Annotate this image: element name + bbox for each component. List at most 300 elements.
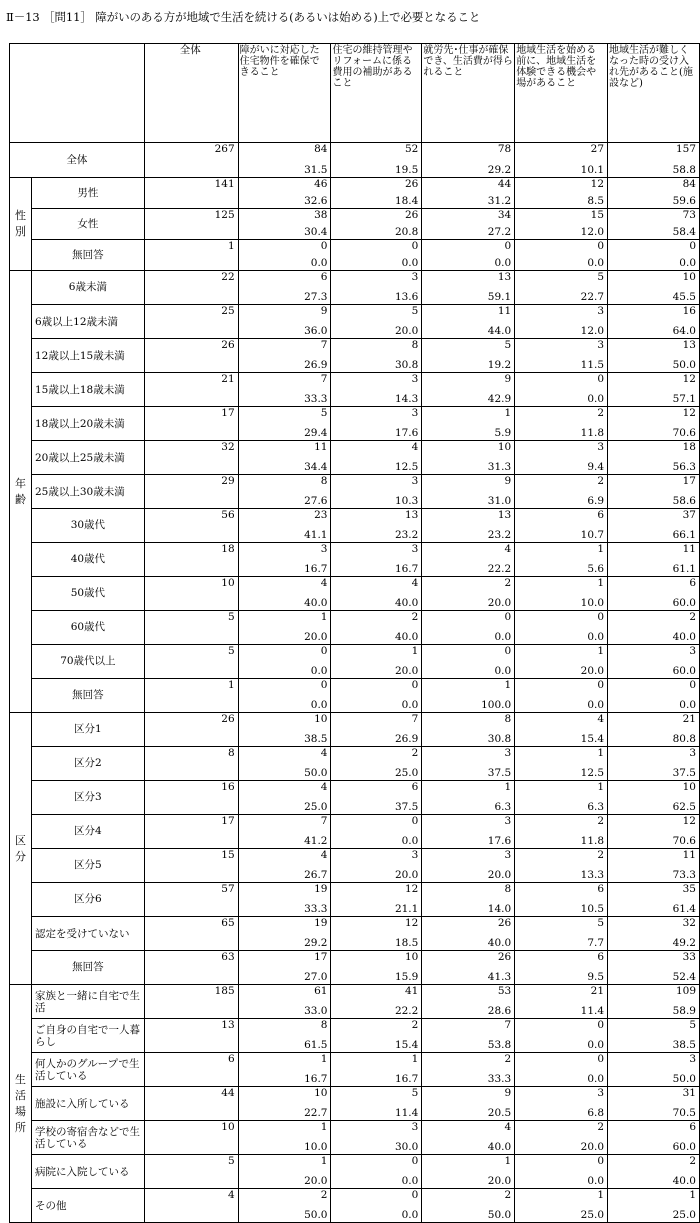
- data-cell: [515, 849, 608, 883]
- data-cell: [422, 611, 515, 645]
- percent-value: 62.5: [672, 801, 696, 813]
- count-value: 12: [682, 815, 696, 827]
- count-value: 4: [320, 781, 328, 793]
- column-header: 地域生活を始める前に、地域生活を体験できる機会や場があること: [515, 44, 608, 143]
- data-cell: [515, 240, 608, 271]
- data-cell: [422, 178, 515, 209]
- table-row: [10, 781, 700, 815]
- row-total: 57: [144, 883, 238, 917]
- count-value: 3: [411, 271, 419, 283]
- count-value: 13: [404, 509, 419, 521]
- count-value: 4: [320, 849, 328, 861]
- count-value: 4: [411, 441, 419, 453]
- percent-value: 0.0: [310, 665, 328, 677]
- data-cell: [608, 985, 700, 1019]
- percent-value: 29.4: [304, 427, 328, 439]
- percent-value: 20.0: [487, 869, 512, 881]
- count-value: 2: [411, 611, 419, 623]
- percent-value: 31.2: [487, 195, 512, 207]
- percent-value: 25.0: [304, 801, 328, 813]
- data-cell: [515, 1155, 608, 1189]
- row-label: 40歳代: [31, 543, 144, 577]
- percent-value: 22.2: [394, 1005, 419, 1017]
- percent-value: 11.8: [580, 427, 605, 439]
- data-cell: [608, 849, 700, 883]
- percent-value: 40.0: [672, 631, 696, 643]
- count-value: 2: [689, 611, 696, 623]
- percent-value: 60.0: [672, 665, 696, 677]
- row-label: 家族と一緒に自宅で生活: [31, 985, 144, 1019]
- percent-value: 11.4: [394, 1107, 419, 1119]
- table-row: [10, 747, 700, 781]
- count-value: 4: [504, 543, 512, 555]
- count-value: 3: [597, 1087, 605, 1099]
- percent-value: 8.5: [587, 195, 605, 207]
- count-value: 2: [411, 747, 419, 759]
- data-cell: [238, 1087, 331, 1121]
- row-total: 10: [144, 1121, 238, 1155]
- count-value: 1: [320, 1121, 328, 1133]
- percent-value: 27.0: [304, 971, 328, 983]
- data-cell: [331, 1053, 422, 1087]
- data-cell: [238, 475, 331, 509]
- table-row: [10, 713, 700, 747]
- data-cell: [238, 611, 331, 645]
- percent-value: 0.0: [401, 699, 419, 711]
- percent-value: 10.1: [580, 164, 605, 176]
- percent-value: 50.0: [304, 767, 328, 779]
- percent-value: 100.0: [481, 699, 512, 711]
- count-value: 1: [597, 543, 605, 555]
- percent-value: 0.0: [401, 1209, 419, 1221]
- count-value: 46: [314, 178, 328, 190]
- count-value: 12: [682, 373, 696, 385]
- data-cell: [331, 509, 422, 543]
- data-cell: [331, 917, 422, 951]
- row-total: 141: [144, 178, 238, 209]
- row-total: 18: [144, 543, 238, 577]
- data-cell: [238, 1155, 331, 1189]
- row-label: 20歳以上25歳未満: [31, 441, 144, 475]
- count-value: 4: [411, 577, 419, 589]
- count-value: 21: [590, 985, 605, 997]
- percent-value: 38.5: [304, 733, 328, 745]
- count-value: 17: [314, 951, 328, 963]
- percent-value: 22.7: [304, 1107, 328, 1119]
- data-cell: [238, 1053, 331, 1087]
- percent-value: 0.0: [587, 631, 605, 643]
- overall-row: [10, 143, 700, 178]
- row-label: 男性: [31, 178, 144, 209]
- count-value: 2: [597, 1121, 605, 1133]
- data-cell: [238, 747, 331, 781]
- data-cell: [238, 305, 331, 339]
- count-value: 44: [497, 178, 512, 190]
- row-total: 17: [144, 407, 238, 441]
- table-body: [10, 44, 700, 1223]
- percent-value: 27.2: [487, 226, 512, 238]
- data-cell: [238, 178, 331, 209]
- data-cell: [515, 1121, 608, 1155]
- count-value: 3: [504, 815, 512, 827]
- row-total: 21: [144, 373, 238, 407]
- row-total: 29: [144, 475, 238, 509]
- count-value: 7: [320, 815, 328, 827]
- count-value: 52: [404, 143, 419, 155]
- row-total: 65: [144, 917, 238, 951]
- count-value: 1: [689, 1189, 696, 1201]
- count-value: 9: [504, 475, 512, 487]
- count-value: 12: [682, 407, 696, 419]
- count-value: 1: [411, 1053, 419, 1065]
- data-cell: [422, 305, 515, 339]
- count-value: 2: [597, 475, 605, 487]
- row-total: 5: [144, 1155, 238, 1189]
- row-label: その他: [31, 1189, 144, 1223]
- count-value: 3: [597, 441, 605, 453]
- data-cell: [238, 407, 331, 441]
- table-row: [10, 178, 700, 209]
- percent-value: 0.0: [401, 257, 419, 269]
- row-label: 無回答: [31, 951, 144, 985]
- data-cell: [238, 1121, 331, 1155]
- count-value: 53: [497, 985, 512, 997]
- data-cell: [608, 611, 700, 645]
- percent-value: 38.5: [672, 1039, 696, 1051]
- percent-value: 20.0: [487, 597, 512, 609]
- count-value: 19: [314, 883, 328, 895]
- percent-value: 41.2: [304, 835, 328, 847]
- percent-value: 20.0: [304, 1175, 328, 1187]
- data-cell: [515, 1087, 608, 1121]
- percent-value: 6.3: [587, 801, 605, 813]
- percent-value: 20.0: [580, 1141, 605, 1153]
- data-cell: [331, 373, 422, 407]
- percent-value: 15.9: [394, 971, 419, 983]
- data-cell: [238, 209, 331, 240]
- count-value: 26: [497, 951, 512, 963]
- data-cell: [515, 339, 608, 373]
- percent-value: 57.1: [672, 393, 696, 405]
- count-value: 3: [411, 543, 419, 555]
- data-cell: [238, 543, 331, 577]
- count-value: 2: [411, 1019, 419, 1031]
- row-total: 26: [144, 339, 238, 373]
- data-cell: [608, 509, 700, 543]
- percent-value: 0.0: [587, 1039, 605, 1051]
- count-value: 0: [689, 679, 696, 691]
- count-value: 6: [689, 577, 696, 589]
- count-value: 11: [314, 441, 328, 453]
- table-row: [10, 407, 700, 441]
- percent-value: 17.6: [394, 427, 419, 439]
- percent-value: 18.5: [394, 937, 419, 949]
- data-cell: [515, 781, 608, 815]
- percent-value: 27.6: [304, 495, 328, 507]
- percent-value: 25.0: [672, 1209, 696, 1221]
- data-cell: [422, 1053, 515, 1087]
- count-value: 61: [314, 985, 328, 997]
- percent-value: 23.2: [394, 529, 419, 541]
- data-cell: [422, 441, 515, 475]
- row-label: 60歳代: [31, 611, 144, 645]
- data-cell: [422, 917, 515, 951]
- table-row: [10, 611, 700, 645]
- count-value: 3: [411, 407, 419, 419]
- group-label: [10, 713, 32, 985]
- percent-value: 19.5: [394, 164, 419, 176]
- count-value: 5: [504, 339, 512, 351]
- percent-value: 60.0: [672, 597, 696, 609]
- data-cell: [238, 679, 331, 713]
- count-value: 5: [689, 1019, 696, 1031]
- percent-value: 0.0: [679, 699, 696, 711]
- count-value: 3: [597, 339, 605, 351]
- data-cell: [331, 441, 422, 475]
- percent-value: 73.3: [672, 869, 696, 881]
- percent-value: 6.3: [494, 801, 512, 813]
- row-total: 22: [144, 271, 238, 305]
- row-total: 26: [144, 713, 238, 747]
- count-value: 5: [411, 1087, 419, 1099]
- count-value: 8: [411, 339, 419, 351]
- count-value: 8: [504, 713, 512, 725]
- data-cell: [608, 178, 700, 209]
- data-cell: [608, 815, 700, 849]
- data-cell: [515, 271, 608, 305]
- percent-value: 7.7: [587, 937, 605, 949]
- percent-value: 50.0: [304, 1209, 328, 1221]
- data-cell: [331, 178, 422, 209]
- percent-value: 30.0: [394, 1141, 419, 1153]
- count-value: 0: [411, 1189, 419, 1201]
- data-cell: [331, 543, 422, 577]
- data-cell: [608, 209, 700, 240]
- percent-value: 20.0: [394, 325, 419, 337]
- data-cell: [331, 240, 422, 271]
- row-label: ご自身の自宅で一人暮らし: [31, 1019, 144, 1053]
- row-total: 4: [144, 1189, 238, 1223]
- row-total: 125: [144, 209, 238, 240]
- data-cell: [238, 951, 331, 985]
- data-cell: [422, 1155, 515, 1189]
- percent-value: 40.0: [487, 1141, 512, 1153]
- percent-value: 50.0: [487, 1209, 512, 1221]
- percent-value: 10.3: [394, 495, 419, 507]
- data-cell: [422, 509, 515, 543]
- header-row: [10, 44, 700, 143]
- count-value: 11: [682, 543, 696, 555]
- data-cell: [331, 305, 422, 339]
- row-label: 25歳以上30歳未満: [31, 475, 144, 509]
- data-cell: [422, 209, 515, 240]
- percent-value: 16.7: [304, 1073, 328, 1085]
- percent-value: 12.5: [580, 767, 605, 779]
- percent-value: 40.0: [394, 597, 419, 609]
- data-cell: [608, 1087, 700, 1121]
- percent-value: 0.0: [587, 699, 605, 711]
- data-cell: [238, 441, 331, 475]
- header-total: 全体: [144, 44, 238, 143]
- count-value: 18: [682, 441, 696, 453]
- count-value: 37: [682, 509, 696, 521]
- percent-value: 0.0: [679, 257, 696, 269]
- data-cell: [515, 883, 608, 917]
- data-cell: [331, 645, 422, 679]
- data-cell: [331, 209, 422, 240]
- row-label: 30歳代: [31, 509, 144, 543]
- data-cell: [238, 713, 331, 747]
- percent-value: 30.8: [394, 359, 419, 371]
- data-cell: [422, 951, 515, 985]
- data-cell: [608, 373, 700, 407]
- data-cell: [608, 1019, 700, 1053]
- data-cell: [238, 373, 331, 407]
- count-value: 15: [590, 209, 605, 221]
- count-value: 9: [320, 305, 328, 317]
- count-value: 0: [689, 240, 696, 252]
- data-cell: [515, 209, 608, 240]
- count-value: 3: [504, 747, 512, 759]
- count-value: 5: [411, 305, 419, 317]
- count-value: 3: [689, 1053, 696, 1065]
- count-value: 1: [597, 577, 605, 589]
- table-row: [10, 951, 700, 985]
- data-cell: [331, 985, 422, 1019]
- data-cell: [608, 143, 700, 178]
- percent-value: 17.6: [487, 835, 512, 847]
- count-value: 6: [597, 509, 605, 521]
- count-value: 2: [320, 1189, 328, 1201]
- data-cell: [515, 1019, 608, 1053]
- row-label: 区分2: [31, 747, 144, 781]
- percent-value: 10.7: [580, 529, 605, 541]
- count-value: 16: [682, 305, 696, 317]
- data-cell: [238, 271, 331, 305]
- data-cell: [608, 951, 700, 985]
- percent-value: 5.9: [494, 427, 512, 439]
- data-cell: [515, 713, 608, 747]
- column-header: 住宅の維持管理やリフォームに係る費用の補助があること: [331, 44, 422, 143]
- percent-value: 41.3: [487, 971, 512, 983]
- row-label: 認定を受けていない: [31, 917, 144, 951]
- count-value: 0: [504, 240, 512, 252]
- table-row: [10, 509, 700, 543]
- data-cell: [608, 883, 700, 917]
- count-value: 84: [314, 143, 328, 155]
- percent-value: 25.0: [580, 1209, 605, 1221]
- count-value: 41: [404, 985, 419, 997]
- data-cell: [238, 985, 331, 1019]
- count-value: 0: [504, 611, 512, 623]
- data-cell: [608, 1053, 700, 1087]
- count-value: 2: [597, 849, 605, 861]
- data-cell: [331, 1121, 422, 1155]
- row-label: 病院に入院している: [31, 1155, 144, 1189]
- percent-value: 22.2: [487, 563, 512, 575]
- table-row: [10, 271, 700, 305]
- row-label: 何人かのグループで生活している: [31, 1053, 144, 1087]
- percent-value: 26.7: [304, 869, 328, 881]
- data-cell: [515, 747, 608, 781]
- percent-value: 44.0: [487, 325, 512, 337]
- percent-value: 20.5: [487, 1107, 512, 1119]
- count-value: 3: [504, 849, 512, 861]
- row-label: 70歳代以上: [31, 645, 144, 679]
- row-label: 全体: [10, 143, 145, 178]
- row-total: 5: [144, 645, 238, 679]
- count-value: 0: [597, 1155, 605, 1167]
- percent-value: 41.1: [304, 529, 328, 541]
- count-value: 2: [597, 407, 605, 419]
- row-label: 区分6: [31, 883, 144, 917]
- data-cell: [608, 271, 700, 305]
- count-value: 6: [597, 951, 605, 963]
- table-row: [10, 1087, 700, 1121]
- percent-value: 12.0: [580, 325, 605, 337]
- percent-value: 0.0: [401, 835, 419, 847]
- percent-value: 16.7: [394, 1073, 419, 1085]
- data-cell: [331, 143, 422, 178]
- percent-value: 33.3: [304, 903, 328, 915]
- data-cell: [238, 883, 331, 917]
- count-value: 8: [320, 475, 328, 487]
- percent-value: 10.0: [580, 597, 605, 609]
- data-cell: [515, 815, 608, 849]
- data-cell: [422, 747, 515, 781]
- data-cell: [422, 271, 515, 305]
- count-value: 10: [314, 713, 328, 725]
- table-row: [10, 543, 700, 577]
- count-value: 2: [504, 1189, 512, 1201]
- data-cell: [515, 143, 608, 178]
- row-label: 区分4: [31, 815, 144, 849]
- group-label: [10, 178, 32, 271]
- count-value: 3: [689, 645, 696, 657]
- percent-value: 37.5: [394, 801, 419, 813]
- count-value: 10: [682, 271, 696, 283]
- percent-value: 59.1: [487, 291, 512, 303]
- count-value: 12: [590, 178, 605, 190]
- row-total: 13: [144, 1019, 238, 1053]
- count-value: 6: [597, 883, 605, 895]
- table-row: [10, 679, 700, 713]
- percent-value: 59.6: [672, 195, 696, 207]
- data-cell: [238, 240, 331, 271]
- row-label: 女性: [31, 209, 144, 240]
- data-cell: [515, 611, 608, 645]
- percent-value: 20.0: [304, 631, 328, 643]
- data-cell: [515, 985, 608, 1019]
- data-cell: [608, 305, 700, 339]
- data-cell: [331, 611, 422, 645]
- row-total: 185: [144, 985, 238, 1019]
- table-row: [10, 240, 700, 271]
- row-label: 18歳以上20歳未満: [31, 407, 144, 441]
- data-cell: [608, 543, 700, 577]
- table-row: [10, 1019, 700, 1053]
- row-label: 12歳以上15歳未満: [31, 339, 144, 373]
- count-value: 3: [411, 475, 419, 487]
- percent-value: 0.0: [310, 699, 328, 711]
- table-row: [10, 373, 700, 407]
- percent-value: 20.0: [394, 665, 419, 677]
- table-row: [10, 1155, 700, 1189]
- percent-value: 20.0: [487, 1175, 512, 1187]
- data-cell: [331, 577, 422, 611]
- count-value: 3: [411, 849, 419, 861]
- count-value: 11: [682, 849, 696, 861]
